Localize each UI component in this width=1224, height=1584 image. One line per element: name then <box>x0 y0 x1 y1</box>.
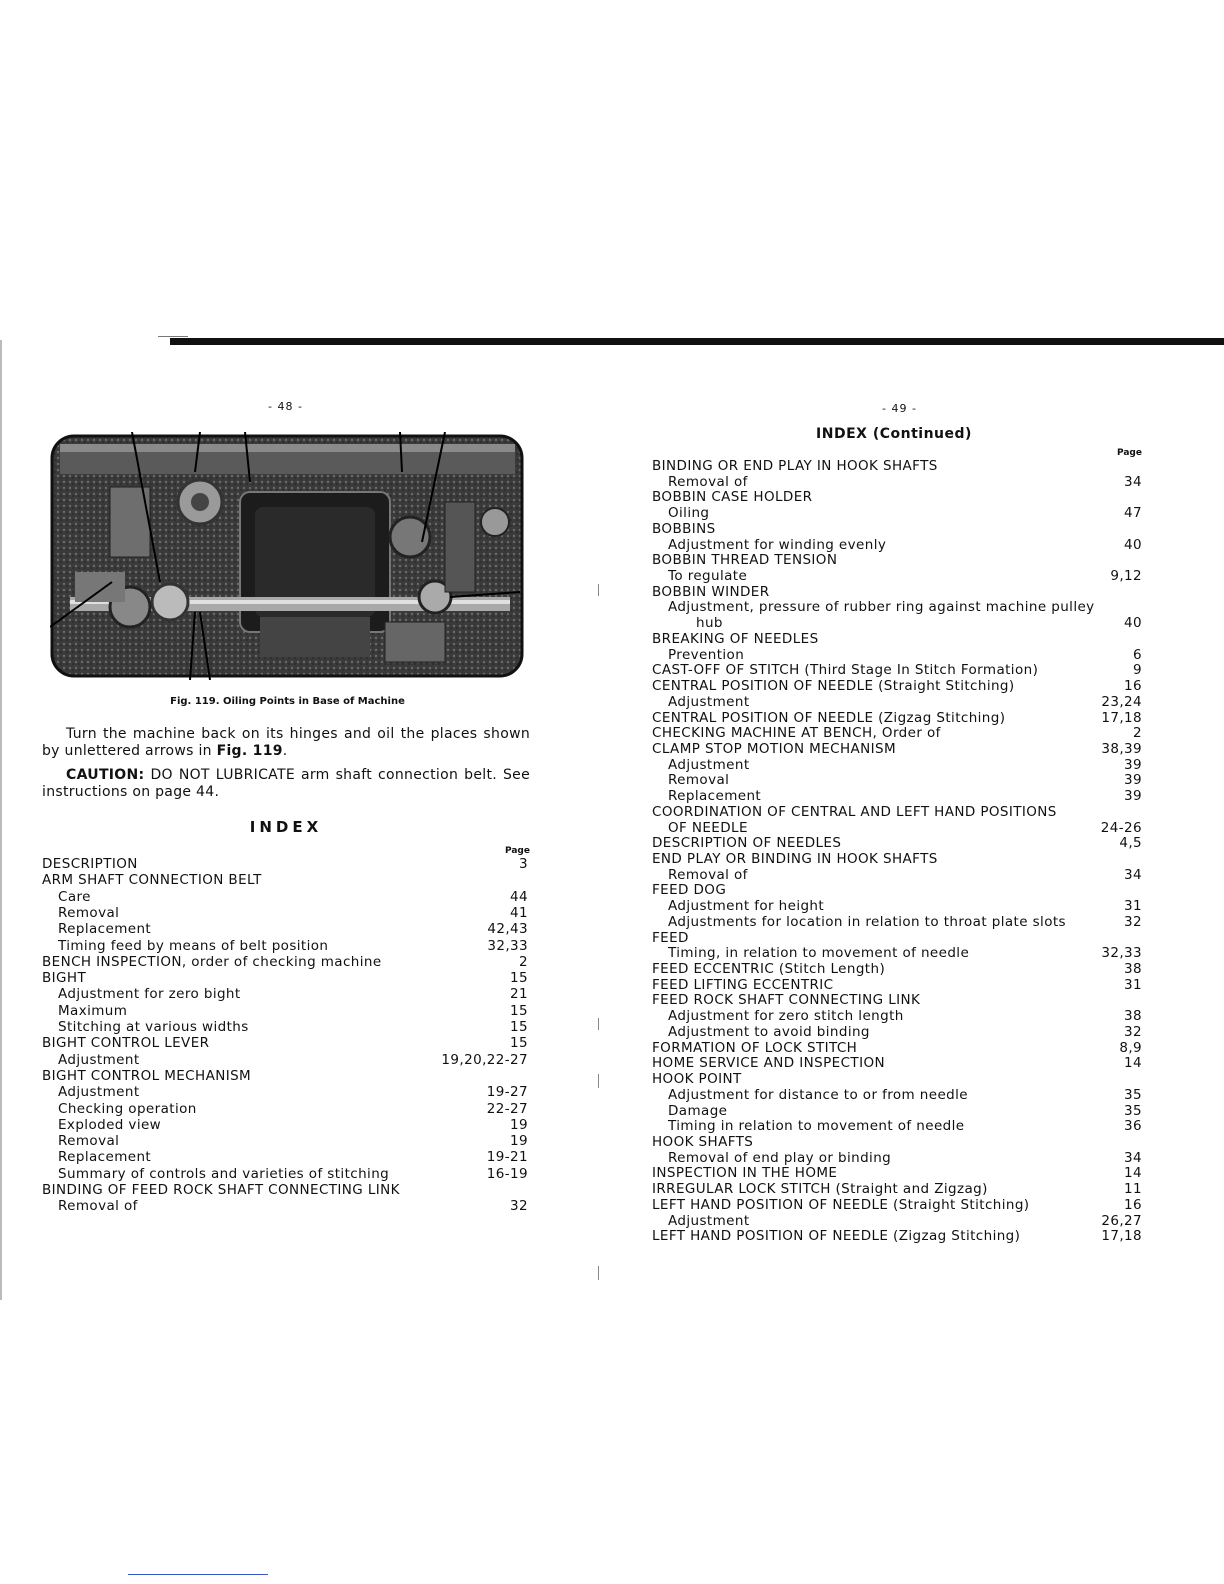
gutter-mark <box>598 1266 599 1280</box>
index-subentry: Adjustment for zero stitch length <box>668 1008 904 1025</box>
index-page-ref: 47 <box>1124 505 1142 522</box>
index-subentry: Summary of controls and varieties of stitching <box>58 1165 390 1182</box>
index-heading: LEFT HAND POSITION OF NEEDLE (Straight Stitching) <box>652 1196 1030 1213</box>
index-subentry: Timing feed by means of belt position <box>58 937 329 954</box>
index-subentry: Timing in relation to movement of needle <box>668 1118 965 1135</box>
index-subentry: Replacement <box>668 788 762 805</box>
index-page-ref: 2 <box>1133 725 1142 742</box>
index-page-ref: 32 <box>1124 1023 1142 1040</box>
index-subentry: Replacement <box>58 1149 152 1166</box>
index-heading: BOBBIN CASE HOLDER <box>652 489 813 506</box>
page-column-label: Page <box>505 846 530 856</box>
index-heading: FEED LIFTING ECCENTRIC <box>652 976 834 993</box>
index-heading: BREAKING OF NEEDLES <box>652 630 819 647</box>
index-page-ref: 32 <box>510 1198 528 1215</box>
index-subentry: Removal of end play or binding <box>668 1149 892 1166</box>
index-heading: CAST-OFF OF STITCH (Third Stage In Stitch Formation) <box>652 662 1039 679</box>
index-subentry: Adjustment, pressure of rubber ring against machine pulley <box>668 599 1095 616</box>
page-number-right: - 49 - <box>882 402 917 415</box>
index-page-ref: 11 <box>1124 1181 1142 1198</box>
index-subentry: Adjustment <box>668 693 750 710</box>
index-subentry: Oiling <box>668 505 710 522</box>
index-page-ref: 15 <box>510 970 528 987</box>
index-heading: BINDING OR END PLAY IN HOOK SHAFTS <box>652 458 938 474</box>
figure-119-machine-photo <box>50 432 525 680</box>
index-heading: HOME SERVICE AND INSPECTION <box>652 1055 885 1072</box>
index-page-ref: 31 <box>1124 898 1142 915</box>
index-heading: FEED ECCENTRIC (Stitch Length) <box>652 961 886 978</box>
index-page-ref: 40 <box>1124 536 1142 553</box>
index-page-ref: 35 <box>1124 1086 1142 1103</box>
index-heading: HOOK POINT <box>652 1071 742 1088</box>
header-rule-thin <box>158 336 188 337</box>
index-heading: INSPECTION IN THE HOME <box>652 1165 838 1182</box>
index-subentry: Removal of <box>668 866 748 883</box>
index-page-ref: 34 <box>1124 473 1142 490</box>
index-subentry: Adjustment for winding evenly <box>668 536 887 553</box>
index-subentry: Checking operation <box>58 1100 197 1117</box>
index-title: INDEX <box>249 818 323 836</box>
index-heading: BIGHT CONTROL LEVER <box>42 1035 210 1052</box>
gutter-mark <box>598 1018 599 1030</box>
index-subentry: Adjustment <box>58 1051 140 1068</box>
index-page-ref: 19 <box>510 1133 528 1150</box>
index-heading: BIGHT CONTROL MECHANISM <box>42 1067 252 1084</box>
index-subentry: Adjustment <box>58 1084 140 1101</box>
index-subentry: hub <box>696 615 723 632</box>
index-page-ref: 2 <box>519 953 528 970</box>
index-heading: ARM SHAFT CONNECTION BELT <box>42 872 262 889</box>
index-page-ref: 9 <box>1133 662 1142 679</box>
gutter-mark <box>598 1074 599 1088</box>
index-page-ref: 15 <box>510 1019 528 1035</box>
index-page-ref: 40 <box>1124 615 1142 632</box>
index-page-ref: 34 <box>1124 866 1142 883</box>
index-page-ref: 26,27 <box>1101 1212 1142 1229</box>
index-subentry: Exploded view <box>58 1116 162 1133</box>
index-page-ref: 36 <box>1124 1118 1142 1135</box>
index-page-ref: 42,43 <box>487 921 528 938</box>
caution-label: CAUTION: <box>66 767 145 783</box>
index-subentry: Removal <box>58 1133 120 1150</box>
bottom-link-underline <box>128 1574 268 1575</box>
index-subentry: Stitching at various widths <box>58 1019 249 1035</box>
index-heading: FORMATION OF LOCK STITCH <box>652 1039 858 1056</box>
caution-paragraph: CAUTION: DO NOT LUBRICATE arm shaft connection belt. See instructions on page 44. <box>42 767 530 800</box>
index-page-ref: 8,9 <box>1119 1039 1142 1056</box>
index-page-ref: 16 <box>1124 678 1142 695</box>
index-page-ref: 32,33 <box>1101 945 1142 962</box>
index-subentry: OF NEEDLE <box>668 819 748 836</box>
index-page-ref: 39 <box>1124 772 1142 789</box>
index-page-ref: 38,39 <box>1101 740 1142 757</box>
index-subentry: Maximum <box>58 1002 128 1019</box>
index-page-ref: 19-21 <box>486 1149 528 1166</box>
index-heading: HOOK SHAFTS <box>652 1133 754 1150</box>
index-subentry: Adjustment for distance to or from needle <box>668 1086 968 1103</box>
index-page-ref: 38 <box>1124 1008 1142 1025</box>
index-heading: BIGHT <box>42 970 87 987</box>
index-page-ref: 39 <box>1124 788 1142 805</box>
index-page-ref: 4,5 <box>1119 835 1142 852</box>
index-page-ref: 6 <box>1133 646 1142 663</box>
page-number-left: - 48 - <box>268 400 303 413</box>
index-page-ref: 16 <box>1124 1196 1142 1213</box>
index-page-ref: 9,12 <box>1110 568 1142 585</box>
index-heading: CHECKING MACHINE AT BENCH, Order of <box>652 725 941 742</box>
index-heading: LEFT HAND POSITION OF NEEDLE (Zigzag Stitching) <box>652 1228 1021 1245</box>
index-subentry: Damage <box>668 1102 728 1119</box>
index-page-ref: 14 <box>1124 1165 1142 1182</box>
index-heading: IRREGULAR LOCK STITCH (Straight and Zigzag) <box>652 1181 988 1198</box>
index-heading: FEED <box>652 929 689 946</box>
index-page-ref: 14 <box>1124 1055 1142 1072</box>
index-page-ref: 32,33 <box>487 937 528 954</box>
index-page-ref: 31 <box>1124 976 1142 993</box>
index-continued-title: INDEX (Continued) <box>816 426 972 442</box>
index-subentry: Removal <box>58 904 120 921</box>
index-heading: END PLAY OR BINDING IN HOOK SHAFTS <box>652 851 938 867</box>
index-heading: DESCRIPTION OF NEEDLES <box>652 835 842 852</box>
index-page-ref: 19 <box>510 1116 528 1133</box>
index-page-ref: 39 <box>1124 756 1142 773</box>
index-subentry: Adjustment <box>668 756 750 773</box>
index-subentry: Removal of <box>58 1198 138 1215</box>
index-page-ref: 35 <box>1124 1102 1142 1119</box>
index-page-ref: 32 <box>1124 913 1142 930</box>
figure-reference: Fig. 119 <box>216 743 283 759</box>
index-page-ref: 34 <box>1124 1149 1142 1166</box>
index-page-ref: 15 <box>510 1002 528 1019</box>
index-page-ref: 22-27 <box>486 1100 528 1117</box>
index-page-ref: 17,18 <box>1101 1228 1142 1245</box>
index-subentry: Adjustment to avoid binding <box>668 1023 870 1040</box>
index-page-ref: 23,24 <box>1101 693 1142 710</box>
index-page-ref: 17,18 <box>1101 709 1142 726</box>
index-page-ref: 16-19 <box>486 1165 528 1182</box>
index-page-ref: 41 <box>510 904 528 921</box>
index-heading: BOBBIN THREAD TENSION <box>652 552 838 569</box>
index-subentry: Care <box>58 888 91 905</box>
index-subentry: Adjustment for zero bight <box>58 986 241 1003</box>
index-subentry: Adjustment for height <box>668 898 825 915</box>
index-heading: BENCH INSPECTION, order of checking machine <box>42 953 382 970</box>
index-subentry: Prevention <box>668 646 745 663</box>
index-heading: CENTRAL POSITION OF NEEDLE (Straight Stitching) <box>652 678 1015 695</box>
index-page-ref: 44 <box>510 888 528 905</box>
index-page-ref: 24-26 <box>1100 819 1142 836</box>
index-page-ref: 19,20,22-27 <box>441 1051 528 1068</box>
index-heading: CENTRAL POSITION OF NEEDLE (Zigzag Stitching) <box>652 709 1006 726</box>
index-page-ref: 19-27 <box>486 1084 528 1101</box>
index-heading: FEED DOG <box>652 882 727 899</box>
index-page-ref: 38 <box>1124 961 1142 978</box>
index-subentry: Removal of <box>668 473 748 490</box>
page-column-label: Page <box>1117 448 1142 458</box>
index-page-ref: 3 <box>519 856 528 872</box>
index-heading: BOBBINS <box>652 520 716 537</box>
index-subentry: Timing, in relation to movement of needle <box>668 945 970 962</box>
header-rule <box>170 338 1224 345</box>
index-heading: DESCRIPTION <box>42 856 138 872</box>
gutter-mark <box>598 584 599 596</box>
index-subentry: Adjustments for location in relation to throat plate slots <box>668 913 1066 930</box>
instruction-paragraph: Turn the machine back on its hinges and oil the places shown by unlettered arrows in Fig. 119. <box>42 726 530 759</box>
page-edge <box>0 340 2 1300</box>
index-page-ref: 21 <box>510 986 528 1003</box>
index-heading: BOBBIN WINDER <box>652 583 770 600</box>
index-heading: COORDINATION OF CENTRAL AND LEFT HAND POSITIONS <box>652 803 1057 820</box>
index-subentry: Removal <box>668 772 730 789</box>
index-subentry: To regulate <box>668 568 748 585</box>
index-subentry: Adjustment <box>668 1212 750 1229</box>
index-heading: BINDING OF FEED ROCK SHAFT CONNECTING LINK <box>42 1182 400 1198</box>
index-subentry: Replacement <box>58 921 152 938</box>
index-heading: CLAMP STOP MOTION MECHANISM <box>652 740 897 757</box>
figure-caption: Fig. 119. Oiling Points in Base of Machine <box>170 696 405 707</box>
index-heading: FEED ROCK SHAFT CONNECTING LINK <box>652 992 921 1009</box>
index-page-ref: 15 <box>510 1035 528 1052</box>
